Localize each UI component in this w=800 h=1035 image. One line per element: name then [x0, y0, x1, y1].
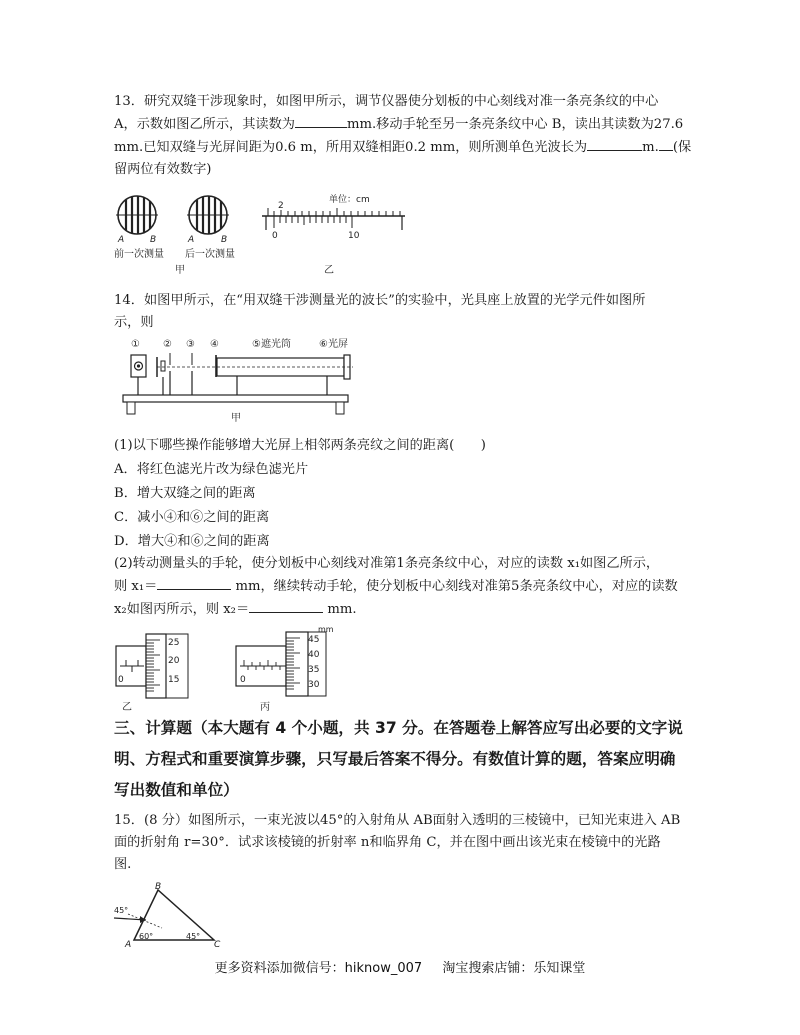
- footer: [0, 957, 800, 976]
- vertex-a: A: [125, 940, 132, 950]
- thimble-number: 45: [308, 635, 320, 645]
- micrometer-reading-bing: [234, 624, 344, 714]
- component-label-6: ⑥光屏: [319, 339, 348, 350]
- q14-sub2-line-2: 则 x₁＝ mm，继续转动手轮，使分划板中心刻线对准第5条亮条纹中心，对应的读数: [114, 575, 694, 598]
- option-a[interactable]: A．将红色滤光片改为绿色滤光片: [114, 462, 309, 477]
- label-a: A: [188, 235, 195, 245]
- q13-line-2: A，示数如图乙所示，其读数为 mm.移动手轮至另一条亮条纹中心 B，读出其读数为27.6: [114, 113, 694, 136]
- q14-sub1: (1)以下哪些操作能够增大光屏上相邻两条亮纹之间的距离( ): [114, 438, 486, 453]
- main-scale-ticks: [268, 208, 400, 216]
- question-14: [114, 290, 694, 334]
- thimble-number: 20: [168, 656, 180, 666]
- component-label-2: ②: [163, 339, 172, 350]
- vernier-zero: 0: [272, 231, 278, 241]
- q14-sub2: [114, 553, 694, 621]
- q13-line-4: 留两位有效数字): [114, 162, 212, 177]
- thimble-number: 15: [168, 675, 180, 685]
- thimble-number: 30: [308, 680, 320, 690]
- caption-first-measure: 前一次测量: [114, 249, 164, 260]
- figure-caption-jia: 甲: [231, 413, 241, 424]
- option-d[interactable]: D．增大④和⑥之间的距离: [114, 534, 270, 549]
- question-15: [114, 810, 694, 876]
- answer-blank[interactable]: [587, 136, 642, 151]
- component-label-1: ①: [131, 339, 140, 350]
- figure-caption-jia: 甲: [175, 265, 185, 276]
- fringe-view-first: [116, 196, 158, 234]
- label-b: B: [221, 235, 228, 245]
- section-3-heading: [114, 713, 704, 806]
- section-3-line-3: 写出数值和单位）: [114, 781, 239, 799]
- vernier-ten: 10: [348, 231, 360, 241]
- figure-caption-bing: 丙: [260, 702, 270, 713]
- footer-wechat: 更多资料添加微信号：hiknow_007: [214, 961, 423, 976]
- vertex-c: C: [214, 940, 221, 950]
- unit-label: 单位：cm: [329, 195, 370, 205]
- component-label-4: ④: [210, 339, 219, 350]
- answer-blank-x2[interactable]: [249, 598, 323, 613]
- q13-line-1: 13．研究双缝干涉现象时，如图甲所示，调节仪器使分划板的中心刻线对准一条亮条纹的中心: [114, 94, 659, 109]
- q13-line-3: mm.已知双缝与光屏间距为0.6 m，所用双缝相距0.2 mm，则所测单色光波长为 m. (保: [114, 136, 694, 159]
- q14-sub2-line-1: (2)转动测量头的手轮，使分划板中心刻线对准第1条亮条纹中心，对应的读数 x₁如图乙所示，: [114, 556, 660, 571]
- incidence-angle-label: 45°: [114, 906, 129, 915]
- thimble-number: 35: [308, 665, 320, 675]
- answer-blank-x1[interactable]: [157, 575, 231, 590]
- fringe-view-second: [187, 196, 229, 234]
- thimble-number: 40: [308, 650, 320, 660]
- q14-sub2-line-3: x₂如图丙所示，则 x₂＝ mm.: [114, 598, 694, 621]
- vernier-scale-ticks: [274, 216, 352, 228]
- caption-second-measure: 后一次测量: [185, 249, 235, 260]
- q14-optical-bench-figure: [117, 335, 357, 425]
- label-b: B: [150, 235, 157, 245]
- answer-blank[interactable]: [659, 136, 673, 151]
- q15-line-3: 图.: [114, 857, 132, 872]
- angle-c-label: 45°: [186, 932, 201, 941]
- footer-shop: 淘宝搜索店铺：乐知课堂: [442, 961, 586, 976]
- section-3-line-1: 三、计算题（本大题有 4 个小题，共 37 分。在答题卷上解答应写出必要的文字说: [114, 719, 683, 737]
- vertex-b: B: [155, 882, 162, 892]
- main-scale-number: 2: [278, 201, 284, 211]
- question-13: [114, 91, 694, 181]
- q13-figure-jia: [112, 192, 257, 277]
- option-c[interactable]: C．减小④和⑥之间的距离: [114, 510, 270, 525]
- sleeve-zero: 0: [240, 675, 246, 685]
- sleeve-zero: 0: [118, 675, 124, 685]
- unit-label: mm: [318, 625, 334, 634]
- micrometer-reading-yi: [114, 632, 214, 714]
- q15-line-2: 面的折射角 r=30°．试求该棱镜的折射率 n和临界角 C，并在图中画出该光束在棱镜中的光路: [114, 835, 661, 850]
- q14-line-2: 示，则: [114, 315, 154, 330]
- answer-blank[interactable]: [295, 113, 347, 128]
- thimble-number: 25: [168, 638, 180, 648]
- angle-a-label: 60°: [139, 932, 154, 941]
- option-b[interactable]: B．增大双缝之间的距离: [114, 486, 256, 501]
- label-a: A: [118, 235, 125, 245]
- component-label-5: ⑤遮光筒: [252, 339, 291, 350]
- component-label-3: ③: [186, 339, 195, 350]
- section-3-line-2: 明、方程式和重要演算步骤，只写最后答案不得分。有数值计算的题，答案应明确: [114, 750, 676, 768]
- figure-caption-yi: 乙: [122, 702, 132, 713]
- q15-line-1: 15．(8 分）如图所示，一束光波以45°的入射角从 AB面射入透明的三棱镜中，已知光束进入 AB: [114, 813, 681, 828]
- q15-prism-figure: [110, 880, 230, 952]
- q14-line-1: 14．如图甲所示，在“用双缝干涉测量光的波长”的实验中，光具座上放置的光学元件如图所: [114, 293, 646, 308]
- q13-figure-yi: [262, 194, 407, 279]
- figure-caption-yi: 乙: [324, 265, 334, 276]
